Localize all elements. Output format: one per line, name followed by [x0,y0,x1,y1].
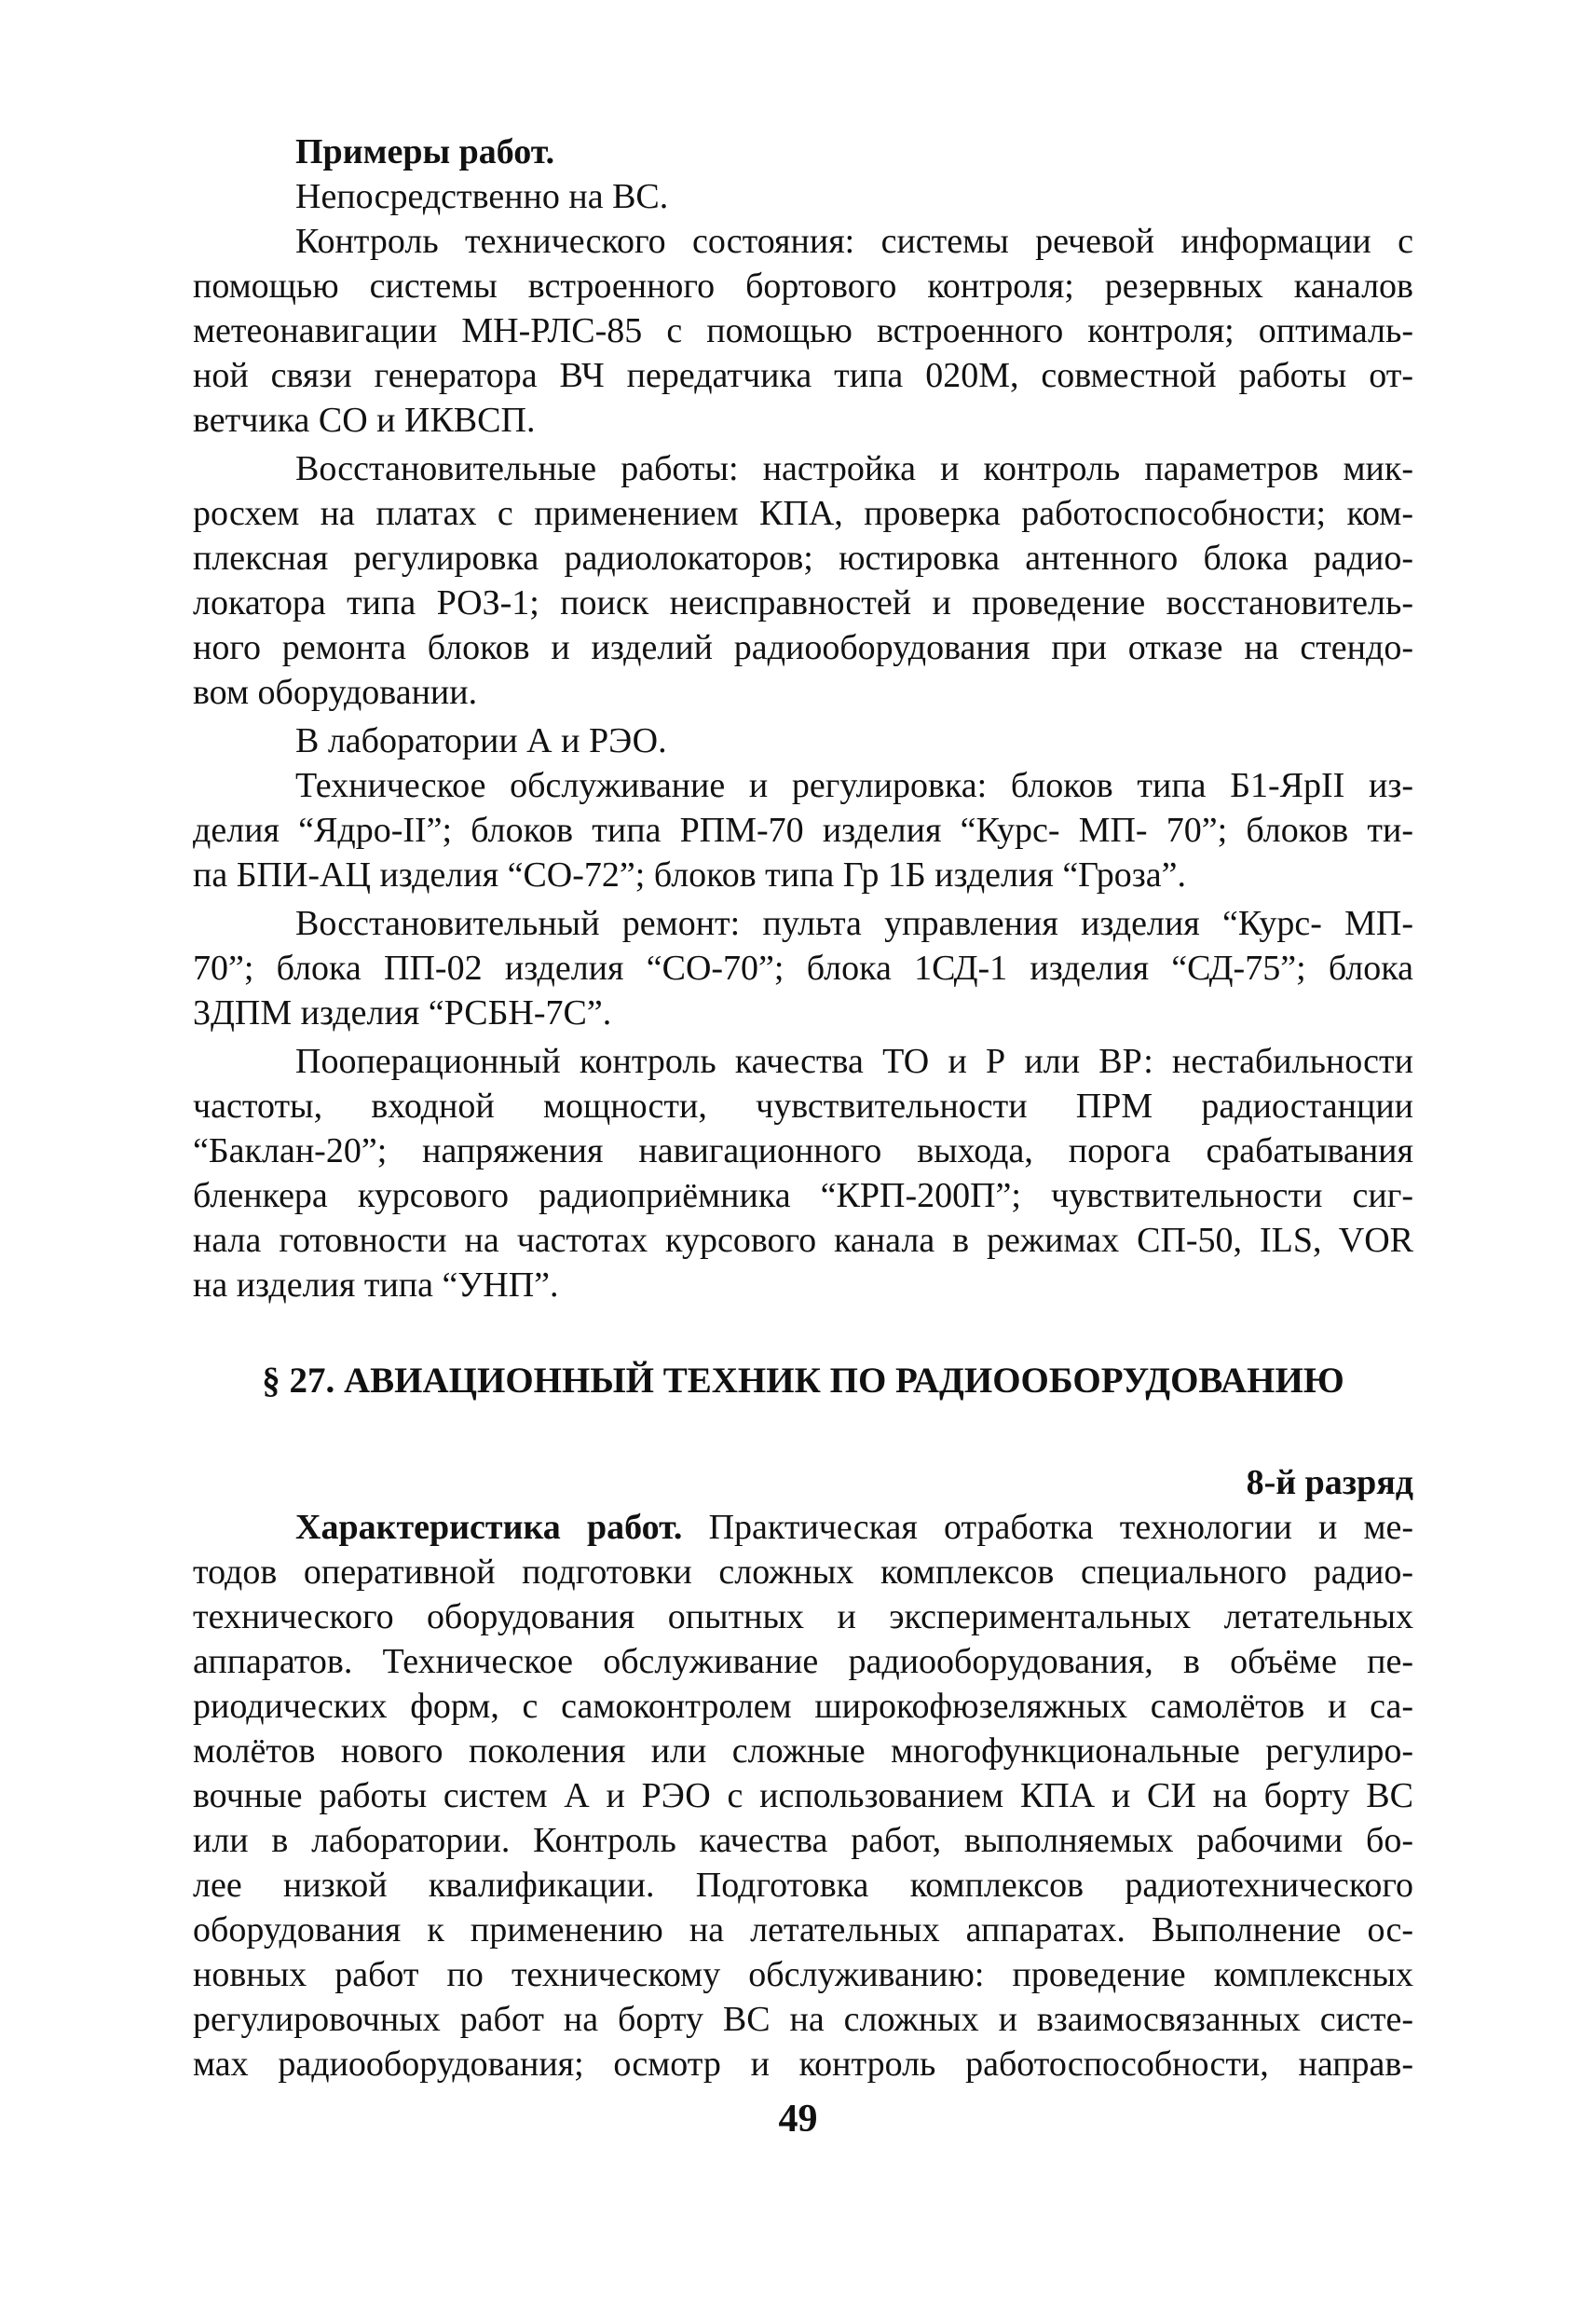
paragraph-line: риодических форм, с самоконтролем широкофюзеляжных самолётов и са- [193,1687,1413,1726]
paragraph-line: молётов нового поколения или сложные многофункциональные регулиро- [193,1731,1413,1771]
paragraph-line: Восстановительный ремонт: пульта управления изделия “Курс- МП- [295,904,1413,943]
in-lab-subheading: В лаборатории А и РЭО. [295,721,667,760]
paragraph-line: регулировочных работ на борту ВС на сложных и взаимосвязанных систе- [193,2000,1413,2039]
paragraph-line: плексная регулировка радиолокаторов; юстировка антенного блока радио- [193,539,1413,578]
paragraph-line: 70”; блока ПП-02 изделия “СО-70”; блока 1СД-1 изделия “СД-75”; блока [193,949,1413,988]
paragraph-line: вочные работы систем А и РЭО с использованием КПА и СИ на борту ВС [193,1776,1413,1815]
characteristics-label: Характеристика работ. [295,1508,683,1547]
paragraph-line: ветчика СО и ИКВСП. [193,401,536,440]
grade-label: 8-й разряд [1246,1463,1413,1502]
paragraph-line: нала готовности на частотах курсового канала в режимах СП-50, ILS, VOR [193,1221,1413,1260]
paragraph-line: вом оборудовании. [193,673,478,712]
characteristics-text: Практическая отработка технологии и ме- [708,1508,1414,1547]
paragraph-line: оборудования к применению на летательных аппаратах. Выполнение ос- [193,1910,1413,1949]
paragraph-line: на изделия типа “УНП”. [193,1265,559,1305]
paragraph-line: Техническое обслуживание и регулировка: блоков типа Б1-ЯрII из- [295,766,1413,805]
paragraph-line: метеонавигации МН-РЛС-85 с помощью встроенного контроля; оптималь- [193,311,1413,350]
paragraph-line: Контроль технического состояния: системы речевой информации с [295,222,1413,261]
on-aircraft-subheading: Непосредственно на ВС. [295,177,669,216]
paragraph-line: новных работ по техническому обслуживанию: проведение комплексных [193,1955,1413,1994]
paragraph-line: аппаратов. Техническое обслуживание радиооборудования, в объёме пе- [193,1642,1413,1681]
paragraph-line: Пооперационный контроль качества ТО и Р или ВР: нестабильности [295,1042,1413,1081]
paragraph-line: частоты, входной мощности, чувствительности ПРМ радиостанции [193,1087,1413,1126]
paragraph-line: “Баклан-20”; напряжения навигационного выхода, порога срабатывания [193,1131,1413,1170]
paragraph-line: делия “Ядро-II”; блоков типа РПМ-70 изделия “Курс- МП- 70”; блоков ти- [193,811,1413,850]
characteristics-first-line [295,1506,1413,1549]
paragraph-line: ного ремонта блоков и изделий радиооборудования при отказе на стендо- [193,628,1413,667]
section-heading: § 27. АВИАЦИОННЫЙ ТЕХНИК ПО РАДИООБОРУДОВАНИЮ [262,1361,1344,1401]
paragraph-line: тодов оперативной подготовки сложных комплексов специального радио- [193,1553,1413,1592]
paragraph-line: росхем на платах с применением КПА, проверка работоспособности; ком- [193,494,1413,533]
paragraph-line: технического оборудования опытных и экспериментальных летательных [193,1597,1413,1636]
paragraph-line: помощью системы встроенного бортового контроля; резервных каналов [193,267,1413,306]
paragraph-line: бленкера курсового радиоприёмника “КРП-200П”; чувствительности сиг- [193,1176,1413,1215]
paragraph-line: ной связи генератора ВЧ передатчика типа 020М, совместной работы от- [193,356,1413,395]
paragraph-line: мах радиооборудования; осмотр и контроль работоспособности, направ- [193,2045,1413,2084]
paragraph-line: лее низкой квалификации. Подготовка комплексов радиотехнического [193,1866,1413,1905]
paragraph-line: 3ДПМ изделия “РСБН-7С”. [193,993,612,1033]
paragraph-line: Восстановительные работы: настройка и контроль параметров мик- [295,449,1413,488]
examples-title: Примеры работ. [295,132,555,171]
paragraph-line: или в лаборатории. Контроль качества работ, выполняемых рабочими бо- [193,1821,1413,1860]
paragraph-line: па БПИ-АЦ изделия “СО-72”; блоков типа Гр 1Б изделия “Гроза”. [193,855,1187,895]
page-number: 49 [778,2098,818,2141]
paragraph-line: локатора типа РОЗ-1; поиск неисправностей и проведение восстановитель- [193,583,1413,622]
